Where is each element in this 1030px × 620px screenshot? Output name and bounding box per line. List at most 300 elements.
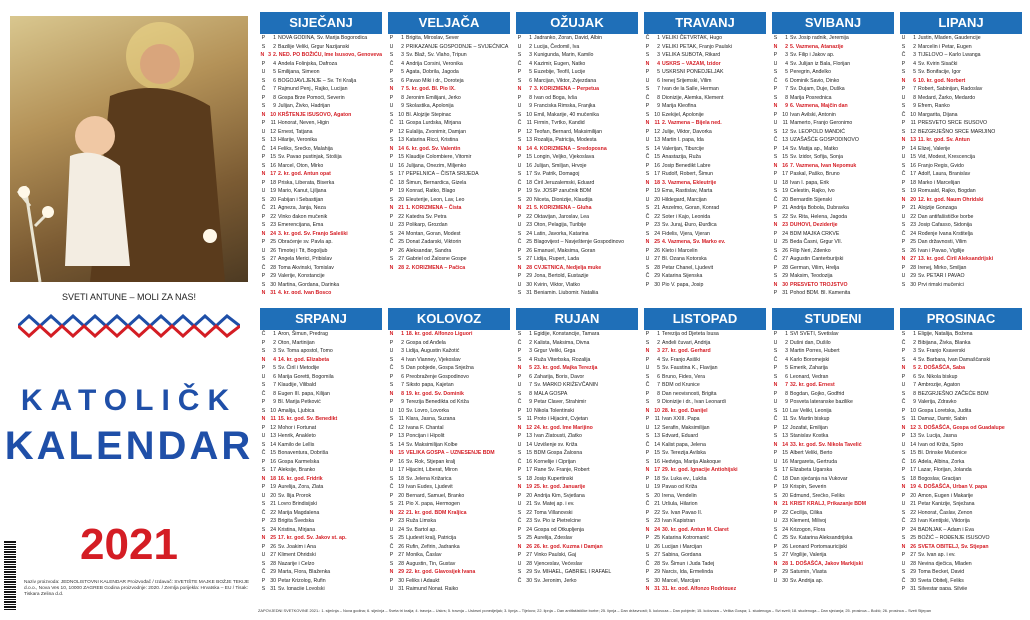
day-number: 10 [782, 111, 788, 118]
day-number: 2 [657, 339, 660, 346]
weekday-letter: S [261, 560, 266, 567]
weekday-letter: S [773, 526, 778, 533]
day-number: 4 [913, 356, 916, 363]
weekday-letter: Č [773, 256, 778, 262]
day-row [644, 119, 766, 128]
weekday-letter: U [517, 162, 522, 169]
day-row [516, 247, 638, 256]
day-row [900, 204, 1022, 213]
day-number: 16 [910, 162, 916, 169]
weekday-letter: U [645, 365, 650, 371]
day-number: 5 [657, 69, 660, 75]
weekday-letter: P [389, 458, 394, 465]
saint-name: Sabina, Gordana [662, 552, 702, 558]
weekday-letter: N [389, 569, 394, 575]
day-number: 13 [654, 433, 660, 439]
day-row [644, 398, 766, 407]
day-number: 29 [526, 273, 532, 279]
day-row [260, 424, 382, 433]
day-number: 28 [526, 560, 532, 567]
saint-name: Irena, Vendelin [662, 492, 697, 499]
saint-name: Klaudije Colombiere, Vitomir [406, 154, 472, 160]
saint-name: Stanislav Kostka [790, 433, 829, 439]
day-number: 14 [782, 145, 788, 152]
day-row [388, 247, 510, 256]
day-row [260, 170, 382, 179]
weekday-letter: P [901, 205, 906, 211]
day-row [644, 136, 766, 145]
day-number: 27 [270, 256, 276, 262]
day-row [772, 264, 894, 273]
saint-name: BOGOJAVLJENJE – Sv. Tri Kralja [278, 77, 357, 84]
day-row [900, 264, 1022, 273]
saint-name: Posveta lateranske bazilike [790, 399, 853, 405]
day-row [260, 102, 382, 111]
day-row [772, 162, 894, 171]
weekday-letter: P [773, 264, 778, 271]
weekday-letter: S [261, 103, 266, 109]
saint-name: Aurelija, Zora, Zlata [278, 484, 324, 490]
day-row [644, 390, 766, 399]
saint-name: Maksim, Teodozija [790, 273, 833, 279]
day-row [388, 390, 510, 399]
day-number: 1 [401, 35, 404, 41]
day-row [772, 390, 894, 399]
saint-name: Rane Sv. Franje, Robert [534, 467, 590, 473]
day-number: 13 [910, 137, 916, 143]
day-number: 9 [529, 103, 532, 109]
weekday-letter: P [389, 188, 394, 194]
day-row [260, 77, 382, 86]
saint-name: VELIKI ČETVRTAK, Hugo [662, 35, 723, 41]
day-row [516, 441, 638, 450]
weekday-letter: S [517, 196, 522, 203]
saint-name: Mamerto, Franjo Geronimo [790, 120, 853, 126]
weekday-letter: S [645, 145, 650, 152]
saint-name: 2. DOŠAŠĆA, Saba [918, 365, 965, 371]
day-row [772, 247, 894, 256]
day-number: 11 [654, 416, 660, 422]
weekday-letter: U [389, 407, 394, 414]
day-row [900, 483, 1022, 492]
day-row [772, 441, 894, 450]
day-number: 25 [270, 535, 276, 541]
day-number: 12 [782, 424, 788, 431]
day-number: 29 [782, 273, 788, 279]
day-number: 2 [401, 339, 404, 346]
weekday-letter: N [773, 441, 778, 448]
day-row [772, 526, 894, 535]
day-number: 4 [785, 356, 788, 363]
weekday-letter: Č [901, 577, 906, 584]
saint-name: Aleksandar, Sandra [406, 247, 452, 254]
saint-name: Sv. Toma apostol, Tomo [278, 348, 333, 354]
day-number: 14 [398, 145, 404, 152]
saint-name: Siksto papa, Kajetan [406, 382, 454, 388]
day-number: 3 [273, 348, 276, 354]
day-row [644, 330, 766, 339]
day-row [388, 85, 510, 94]
day-number: 26 [782, 543, 788, 550]
saint-name: Josip Cafasso, Sidonija [918, 222, 972, 228]
day-row [260, 153, 382, 162]
weekday-letter: P [389, 399, 394, 405]
saint-name: Amon, Eugen i Makarije [918, 492, 974, 499]
day-number: 14 [270, 145, 276, 152]
day-row [516, 466, 638, 475]
day-row [644, 111, 766, 120]
day-number: 30 [270, 281, 276, 288]
weekday-letter: Č [901, 111, 906, 118]
day-row [388, 34, 510, 43]
weekday-letter: U [645, 424, 650, 431]
day-number: 29 [910, 569, 916, 575]
day-number: 3 [913, 52, 916, 58]
weekday-letter: U [901, 94, 906, 101]
day-number: 23 [910, 518, 916, 524]
day-number: 19 [398, 188, 404, 194]
saint-name: 31. kr. god. Alfonzo Rodriguez [662, 586, 737, 590]
day-row [772, 119, 894, 128]
day-row [772, 153, 894, 162]
weekday-letter: S [645, 577, 650, 584]
saint-name: Nikola Tolentinski [534, 407, 574, 414]
saint-name: Petar Chanel, Ljudevit [662, 264, 714, 271]
weekday-letter: P [645, 509, 650, 516]
day-row [900, 424, 1022, 433]
weekday-letter: U [645, 77, 650, 84]
day-row [516, 255, 638, 264]
day-number: 22 [526, 213, 532, 220]
saint-name: Rajmund Nonat, Rajko [406, 586, 459, 590]
saint-name: Katedra Sv. Petra [406, 213, 447, 220]
day-number: 14 [782, 441, 788, 448]
saint-name: Nazarije i Celzo [278, 560, 315, 567]
weekday-letter: S [901, 535, 906, 541]
saint-name: Valerije, Konstancije [278, 273, 325, 279]
day-number: 20 [270, 196, 276, 203]
day-row [644, 441, 766, 450]
day-number: 13 [782, 137, 788, 143]
weekday-letter: S [517, 475, 522, 482]
day-row [644, 347, 766, 356]
saint-name: Albert Veliki, Berto [790, 450, 833, 456]
saint-name: Margarita, Dijana [918, 111, 958, 118]
day-row [516, 162, 638, 171]
day-row [644, 500, 766, 509]
saint-name: Sv. Pio iz Pietrelcine [534, 518, 581, 524]
weekday-letter: P [773, 569, 778, 575]
saint-name: Adela, Albina, Zorka [918, 458, 965, 465]
weekday-letter: S [773, 213, 778, 220]
day-row [516, 94, 638, 103]
day-number: 25 [398, 239, 404, 245]
weekday-letter: U [645, 137, 650, 143]
day-number: 16 [270, 458, 276, 465]
day-number: 12 [270, 424, 276, 431]
day-row [900, 560, 1022, 569]
day-row [900, 330, 1022, 339]
weekday-letter: N [773, 162, 778, 169]
day-number: 31 [526, 290, 532, 294]
saint-name: 32. kr. god. Ernest [790, 382, 835, 388]
day-row [516, 398, 638, 407]
day-number: 17 [654, 171, 660, 177]
day-number: 21 [398, 501, 404, 507]
saint-name: Sv. Nikola biskup [918, 373, 958, 380]
day-number: 17 [270, 467, 276, 473]
weekday-letter: Č [389, 543, 394, 550]
day-number: 1 [913, 331, 916, 337]
day-row [644, 77, 766, 86]
day-number: 10 [398, 111, 404, 118]
weekday-letter: S [261, 222, 266, 228]
day-number: 15 [910, 154, 916, 160]
day-list [260, 330, 382, 590]
saint-name: Kliment Ohridski [278, 552, 316, 558]
saint-name: Ivan od Boga, Ivša [534, 94, 577, 101]
month-panel [644, 308, 766, 590]
day-number: 8 [657, 94, 660, 101]
saint-name: 23. kr. god. Majka Terezija [534, 365, 598, 371]
day-number: 30 [526, 281, 532, 288]
day-row [900, 517, 1022, 526]
weekday-letter: P [901, 264, 906, 271]
weekday-letter: N [389, 86, 394, 92]
day-number: 20 [398, 196, 404, 203]
saint-name: Dan neovisnosti, Brigita [662, 390, 717, 397]
saint-name: 2. kr. god. Antun opat [278, 171, 331, 177]
saint-name: Vjenceslav, Većeslav [534, 560, 583, 567]
day-row [516, 153, 638, 162]
day-number: 19 [782, 484, 788, 490]
month-panel [516, 12, 638, 294]
day-row [388, 356, 510, 365]
weekday-letter: S [389, 137, 394, 143]
day-number: 22 [526, 509, 532, 516]
day-number: 1 [913, 35, 916, 41]
saint-name: BADNJAK – Adam i Eva [918, 526, 974, 533]
weekday-letter: S [901, 450, 906, 456]
day-row [260, 213, 382, 222]
day-number: 26 [398, 543, 404, 550]
saint-name: Gospa Lurdska, Mirjana [406, 120, 462, 126]
saint-name: Margareta, Gertruda [790, 458, 837, 465]
day-row [644, 339, 766, 348]
day-list [772, 330, 894, 585]
day-row [644, 517, 766, 526]
saint-name: Peregrin, Anđelko [790, 69, 831, 75]
weekday-letter: Č [645, 560, 650, 567]
day-number: 18 [526, 475, 532, 482]
weekday-letter: P [901, 373, 906, 380]
saint-name: Petar Krizolog, Rufin [278, 577, 326, 584]
day-number: 14 [270, 441, 276, 448]
weekday-letter: P [517, 69, 522, 75]
saint-name: Katarina Sijenska [662, 273, 703, 279]
weekday-letter: S [773, 128, 778, 135]
day-row [644, 509, 766, 518]
saint-name: 28. kr. god. Danijel [662, 407, 708, 414]
weekday-letter: P [261, 365, 266, 371]
saint-name: Prvi rimski mučenici [918, 281, 964, 288]
weekday-letter: P [517, 273, 522, 279]
saint-name: VELIKA GOSPA – UZNESENJE BDM [406, 450, 495, 456]
day-list [772, 34, 894, 294]
weekday-letter: P [517, 247, 522, 254]
weekday-letter: N [517, 424, 522, 431]
day-number: 18 [654, 475, 660, 482]
weekday-letter: S [773, 247, 778, 254]
day-row [260, 162, 382, 171]
saint-name: Edmund, Srećko, Feliks [790, 492, 845, 499]
day-number: 4 [529, 356, 532, 363]
saint-name: Sv. Ilija Prorok [278, 492, 312, 499]
day-number: 21 [910, 205, 916, 211]
day-number: 23 [270, 222, 276, 228]
saint-name: BDM MAJKA CRKVE [790, 230, 840, 237]
saint-name: Hildegard, Marcijan [662, 196, 707, 203]
saint-name: Oton, Pelagija, Turibije [534, 222, 587, 228]
day-row [388, 483, 510, 492]
saint-name: Polikarp, Grozdan [406, 222, 448, 228]
weekday-letter: P [773, 111, 778, 118]
weekday-letter: Č [517, 239, 522, 245]
day-row [388, 119, 510, 128]
weekday-letter: S [773, 273, 778, 279]
weekday-letter: S [773, 433, 778, 439]
weekday-letter: Č [389, 239, 394, 245]
day-number: 17 [782, 171, 788, 177]
month-grid [258, 12, 1030, 606]
day-row [260, 187, 382, 196]
saint-name: Josip Kupertinski [534, 475, 574, 482]
day-row [772, 170, 894, 179]
day-number: 13 [398, 433, 404, 439]
saint-name: Sv. Julijan iz Bala, Florijan [790, 60, 851, 67]
day-row [516, 196, 638, 205]
day-row [388, 458, 510, 467]
saint-name: Ernest, Tatjana [278, 128, 313, 135]
weekday-letter: U [773, 518, 778, 524]
day-number: 12 [526, 128, 532, 135]
day-row [516, 111, 638, 120]
weekday-letter: P [261, 399, 266, 405]
saint-name: Sv. Joakim i Ana [278, 543, 316, 550]
saint-name: Soter i Kajo, Leonida [662, 213, 711, 220]
saint-name: Anastazija, Ruža [662, 154, 701, 160]
day-row [644, 560, 766, 569]
day-row [900, 347, 1022, 356]
day-row [516, 119, 638, 128]
weekday-letter: P [517, 552, 522, 558]
weekday-letter: P [261, 120, 266, 126]
weekday-letter: U [261, 128, 266, 135]
weekday-letter: S [261, 162, 266, 169]
saint-name: Kristina, Mirjana [278, 526, 316, 533]
day-number: 9 [273, 399, 276, 405]
day-number: 17 [270, 171, 276, 177]
weekday-letter: Č [645, 35, 650, 41]
day-number: 7 [273, 86, 276, 92]
weekday-letter: Č [389, 120, 394, 126]
day-number: 26 [270, 543, 276, 550]
weekday-letter: S [773, 188, 778, 194]
day-row [900, 162, 1022, 171]
day-number: 29 [398, 569, 404, 575]
saint-name: Marcel, Oton, Mirko [278, 162, 324, 169]
weekday-letter: N [517, 145, 522, 152]
weekday-letter: S [517, 52, 522, 58]
saint-name: Proto i Hijacint, Cvjetan [534, 416, 588, 422]
weekday-letter: P [389, 247, 394, 254]
saint-name: Ivan Zlatousti, Zlatko [534, 433, 582, 439]
day-number: 29 [654, 569, 660, 575]
calendar-year: 2021 [80, 520, 178, 569]
day-row [772, 407, 894, 416]
day-number: 20 [782, 492, 788, 499]
day-number: 23 [654, 518, 660, 524]
day-row [900, 153, 1022, 162]
saint-name: Damaz, Damir, Sabin [918, 416, 968, 422]
day-number: 15 [270, 450, 276, 456]
day-number: 7 [273, 382, 276, 388]
day-number: 27 [782, 552, 788, 558]
saint-name: Ivan de la Salle, Herman [662, 86, 719, 92]
day-row [772, 77, 894, 86]
saint-name: Bruno, Fides, Vera [662, 373, 705, 380]
day-number: 6 [401, 373, 404, 380]
month-name: RUJAN [516, 308, 638, 330]
day-row [772, 34, 894, 43]
weekday-letter: S [773, 407, 778, 414]
day-row [772, 187, 894, 196]
saint-name: Sv. LEOPOLD MANDIĆ [790, 128, 845, 135]
saint-name: Lazar, Florijan, Jolanda [918, 467, 972, 473]
day-number: 5 [913, 69, 916, 75]
day-number: 13 [270, 137, 276, 143]
weekday-letter: N [261, 230, 266, 237]
day-row [260, 390, 382, 399]
day-row [516, 364, 638, 373]
saint-name: Obraćenje sv. Pavla ap. [278, 239, 333, 245]
day-row [260, 458, 382, 467]
saint-name: Elizabeta Ugarska [790, 467, 833, 473]
day-row [644, 34, 766, 43]
saint-name: Marija Goretti, Bogomila [278, 373, 334, 380]
saint-name: Angela Merici, Pribislav [278, 256, 332, 262]
day-row [388, 364, 510, 373]
weekday-letter: N [517, 264, 522, 271]
day-row [260, 272, 382, 281]
day-number: 2 [401, 43, 404, 50]
saint-name: Gospa od Otkupljenja [534, 526, 584, 533]
weekday-letter: U [901, 501, 906, 507]
day-row [516, 347, 638, 356]
saint-name: Franjo Regis, Gvido [918, 162, 964, 169]
saint-name: VELIKA SUBOTA, Rikard [662, 52, 721, 58]
day-number: 21 [398, 205, 404, 211]
day-number: 17 [398, 171, 404, 177]
saint-name: Terezija Benedikta od Križa [406, 399, 469, 405]
day-number: 22 [654, 509, 660, 516]
weekday-letter: P [389, 552, 394, 558]
day-number: 11 [270, 416, 276, 422]
day-row [516, 390, 638, 399]
day-number: 24 [654, 526, 660, 533]
saint-name: Julijan, Smiljan, Hrvoje [534, 162, 587, 169]
day-row [516, 407, 638, 416]
